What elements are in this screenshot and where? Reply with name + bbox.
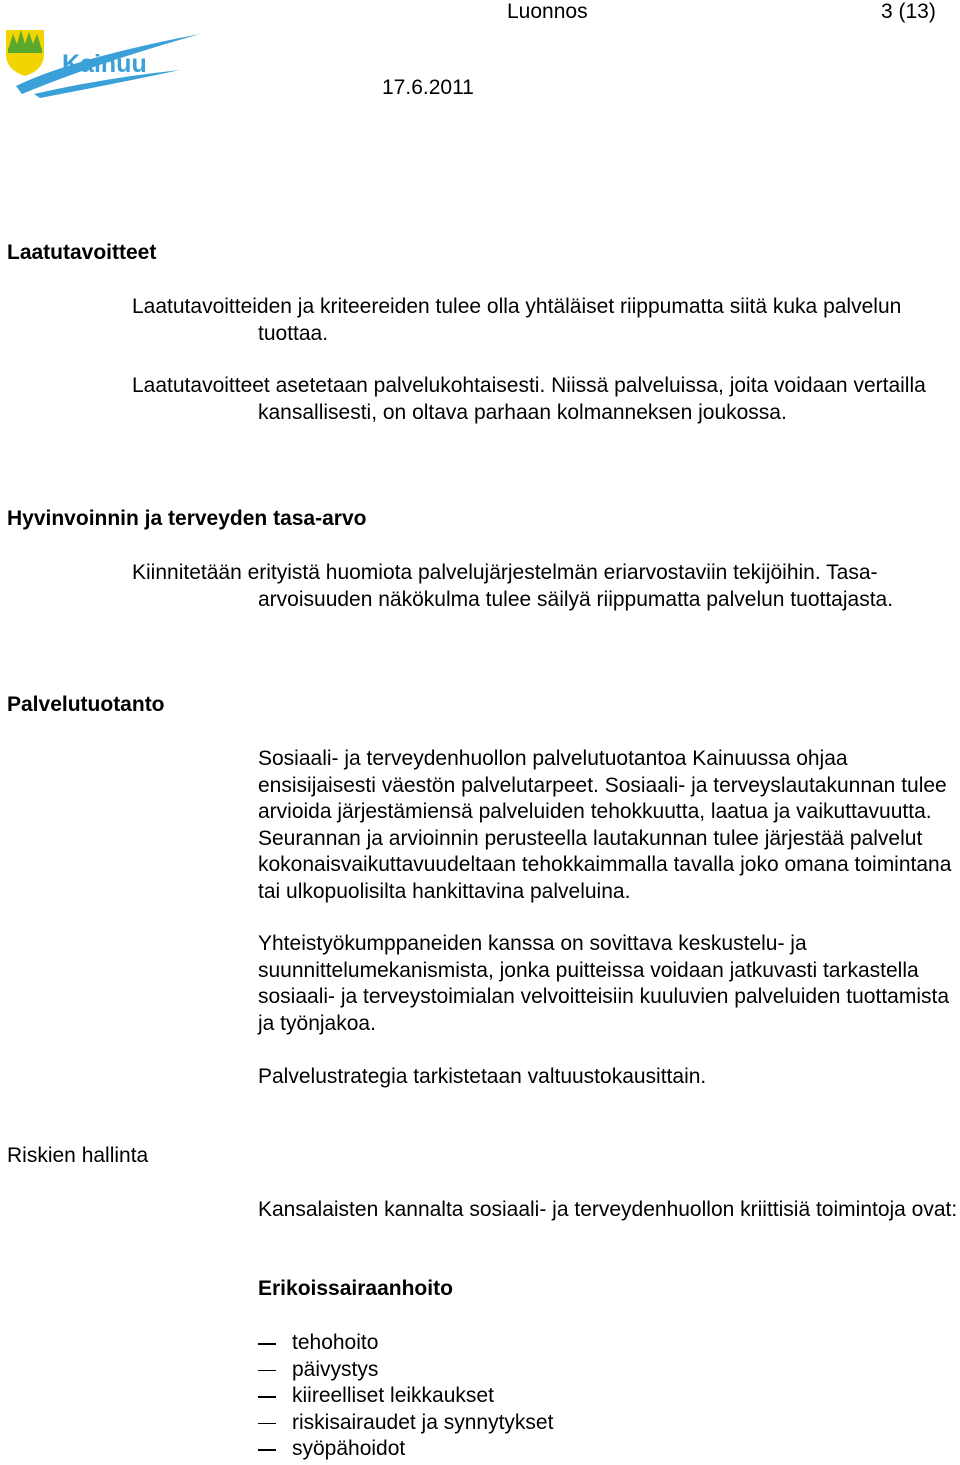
paragraph-tuotanto-2: Yhteistyökumppaneiden kanssa on sovittava keskustelu- ja suunnittelumekanismista, jonka puitteissa voidaan jatkuvasti tarkastella sosiaali- ja terveystoimialan velvoitteisiin kuuluvien palveluiden tuottamista ja työnjakoa. bbox=[258, 932, 950, 1035]
document-date: 17.6.2011 bbox=[382, 76, 474, 99]
heading-palvelutuotanto: Palvelutuotanto bbox=[7, 693, 165, 716]
kainuu-logo bbox=[4, 24, 204, 98]
heading-laatutavoitteet: Laatutavoitteet bbox=[7, 241, 157, 264]
logo-text: Kainuu bbox=[62, 50, 147, 78]
heading-riskien-hallinta: Riskien hallinta bbox=[7, 1144, 149, 1167]
paragraph-tasa-1: Kiinnitetään erityistä huomiota palvelujärjestelmän eriarvostaviin tekijöihin. Tasa-arvoisuuden näkökulma tulee säilyä riippumatta palvelun tuottajasta. bbox=[132, 561, 894, 611]
list-item: tehohoito bbox=[292, 1331, 379, 1354]
paragraph-riskit-1: Kansalaisten kannalta sosiaali- ja terveydenhuollon kriittisiä toimintoja ovat: bbox=[258, 1198, 958, 1221]
paragraph-tuotanto-1: Sosiaali- ja terveydenhuollon palvelutuotantoa Kainuussa ohjaa ensisijaisesti väestön palvelutarpeet. Sosiaali- ja terveyslautakunnan tulee arvioida järjestämiensä palveluiden tehokkuutta, laatua ja vaikuttavuutta. Seurannan ja arvioinnin perusteella lautakunnan tulee järjestää palvelut kokonaisvaikuttavuudeltaan tehokkaimmalla tavalla joko omana toimintana tai ulkopuolisilta hankittavina palveluina. bbox=[258, 747, 952, 903]
paragraph-laatu-2: Laatutavoitteet asetetaan palvelukohtaisesti. Niissä palveluissa, joita voidaan vertailla kansallisesti, on oltava parhaan kolmanneksen joukossa. bbox=[132, 374, 926, 424]
document-status: Luonnos bbox=[507, 0, 588, 23]
list-item: syöpähoidot bbox=[292, 1437, 406, 1460]
list-item: riskisairaudet ja synnytykset bbox=[292, 1410, 554, 1434]
heading-tasa-arvo: Hyvinvoinnin ja terveyden tasa-arvo bbox=[7, 507, 367, 530]
page-number: 3 (13) bbox=[881, 0, 936, 23]
list-item: kiireelliset leikkaukset bbox=[292, 1384, 494, 1407]
paragraph-laatu-1: Laatutavoitteiden ja kriteereiden tulee olla yhtäläiset riippumatta siitä kuka palvelun tuottaa. bbox=[132, 295, 902, 345]
list-item: päivystys bbox=[292, 1357, 379, 1381]
critical-services-list bbox=[258, 1330, 948, 1463]
paragraph-tuotanto-3: Palvelustrategia tarkistetaan valtuustokausittain. bbox=[258, 1065, 707, 1088]
subheading-erikoissairaanhoito: Erikoissairaanhoito bbox=[258, 1277, 453, 1300]
